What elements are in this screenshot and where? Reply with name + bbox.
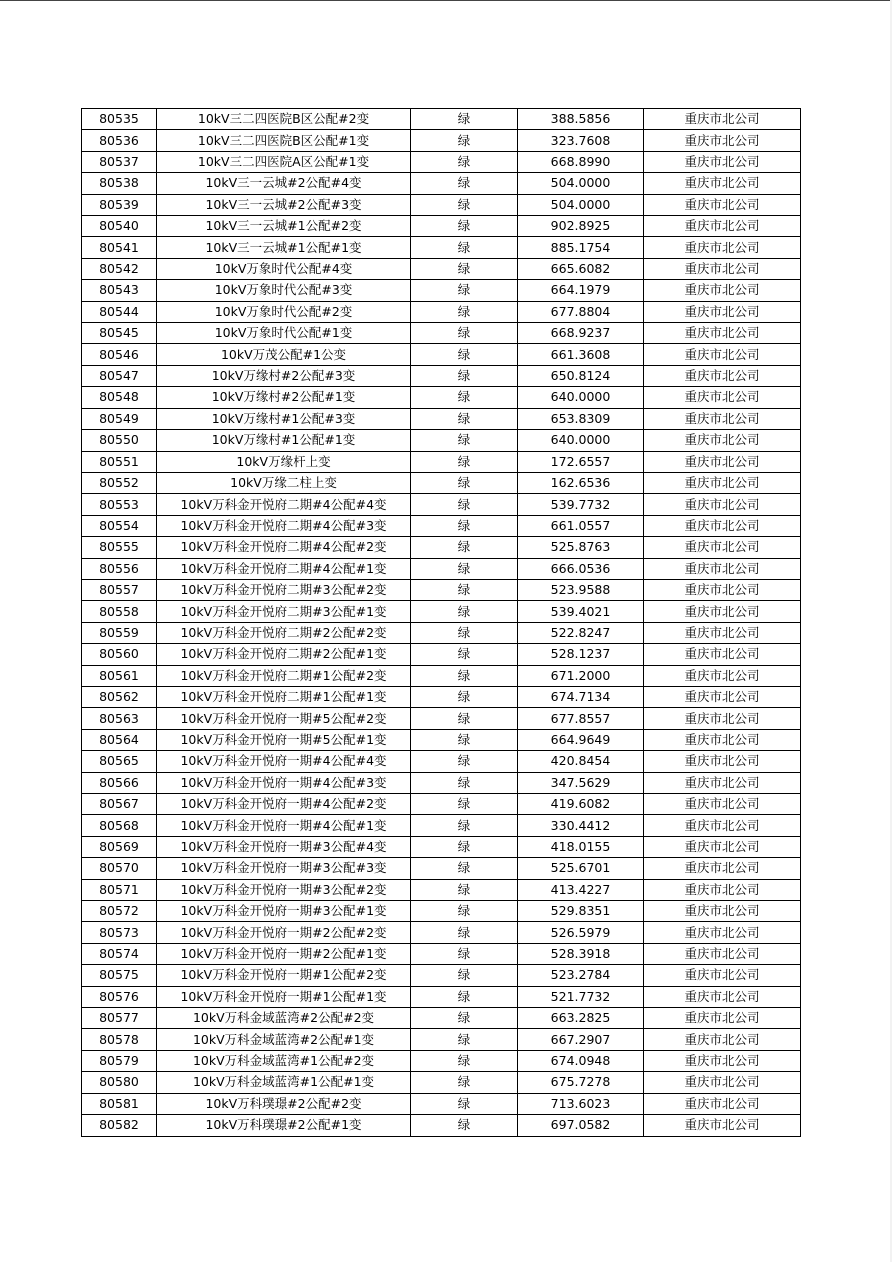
capacity-value-cell: 640.0000 — [518, 430, 644, 451]
status-cell: 绿 — [411, 751, 518, 772]
table-row — [82, 729, 801, 750]
transformer-name-cell: 10kV三一云城#2公配#3变 — [157, 194, 411, 215]
capacity-value-cell: 418.0155 — [518, 836, 644, 857]
row-id-cell: 80557 — [82, 579, 157, 600]
transformer-name-cell: 10kV万科金开悦府二期#3公配#2变 — [157, 579, 411, 600]
company-cell: 重庆市北公司 — [644, 879, 801, 900]
capacity-value-cell: 528.1237 — [518, 644, 644, 665]
capacity-value-cell: 420.8454 — [518, 751, 644, 772]
capacity-value-cell: 668.8990 — [518, 151, 644, 172]
status-cell: 绿 — [411, 301, 518, 322]
row-id-cell: 80542 — [82, 258, 157, 279]
transformer-name-cell: 10kV万科金开悦府一期#2公配#1变 — [157, 943, 411, 964]
table-row — [82, 408, 801, 429]
capacity-value-cell: 528.3918 — [518, 943, 644, 964]
row-id-cell: 80544 — [82, 301, 157, 322]
capacity-value-cell: 413.4227 — [518, 879, 644, 900]
company-cell: 重庆市北公司 — [644, 408, 801, 429]
table-row — [82, 965, 801, 986]
row-id-cell: 80582 — [82, 1115, 157, 1136]
capacity-value-cell: 504.0000 — [518, 173, 644, 194]
transformer-name-cell: 10kV万科金开悦府一期#2公配#2变 — [157, 922, 411, 943]
company-cell: 重庆市北公司 — [644, 515, 801, 536]
company-cell: 重庆市北公司 — [644, 579, 801, 600]
company-cell: 重庆市北公司 — [644, 365, 801, 386]
row-id-cell: 80543 — [82, 280, 157, 301]
transformer-name-cell: 10kV三二四医院A区公配#1变 — [157, 151, 411, 172]
transformer-name-cell: 10kV万科金开悦府一期#4公配#2变 — [157, 794, 411, 815]
company-cell: 重庆市北公司 — [644, 1050, 801, 1071]
status-cell: 绿 — [411, 558, 518, 579]
status-cell: 绿 — [411, 387, 518, 408]
table-row — [82, 280, 801, 301]
capacity-value-cell: 661.3608 — [518, 344, 644, 365]
transformer-name-cell: 10kV三一云城#1公配#1变 — [157, 237, 411, 258]
table-row — [82, 922, 801, 943]
table-row — [82, 622, 801, 643]
company-cell: 重庆市北公司 — [644, 237, 801, 258]
row-id-cell: 80538 — [82, 173, 157, 194]
table-row — [82, 194, 801, 215]
table-row — [82, 472, 801, 493]
company-cell: 重庆市北公司 — [644, 665, 801, 686]
status-cell: 绿 — [411, 943, 518, 964]
table-row — [82, 579, 801, 600]
table-row — [82, 130, 801, 151]
company-cell: 重庆市北公司 — [644, 1093, 801, 1114]
company-cell: 重庆市北公司 — [644, 258, 801, 279]
transformer-name-cell: 10kV三一云城#1公配#2变 — [157, 216, 411, 237]
table-row — [82, 836, 801, 857]
company-cell: 重庆市北公司 — [644, 622, 801, 643]
transformer-name-cell: 10kV万科金开悦府二期#4公配#2变 — [157, 537, 411, 558]
status-cell: 绿 — [411, 686, 518, 707]
transformer-name-cell: 10kV万缘村#2公配#3变 — [157, 365, 411, 386]
capacity-value-cell: 525.6701 — [518, 858, 644, 879]
capacity-value-cell: 523.2784 — [518, 965, 644, 986]
row-id-cell: 80563 — [82, 708, 157, 729]
row-id-cell: 80546 — [82, 344, 157, 365]
transformer-name-cell: 10kV万科金域蓝湾#1公配#1变 — [157, 1072, 411, 1093]
row-id-cell: 80573 — [82, 922, 157, 943]
transformer-name-cell: 10kV三二四医院B区公配#2变 — [157, 109, 411, 130]
table-row — [82, 879, 801, 900]
company-cell: 重庆市北公司 — [644, 494, 801, 515]
capacity-value-cell: 162.6536 — [518, 472, 644, 493]
row-id-cell: 80535 — [82, 109, 157, 130]
company-cell: 重庆市北公司 — [644, 815, 801, 836]
capacity-value-cell: 539.7732 — [518, 494, 644, 515]
status-cell: 绿 — [411, 408, 518, 429]
company-cell: 重庆市北公司 — [644, 173, 801, 194]
status-cell: 绿 — [411, 130, 518, 151]
company-cell: 重庆市北公司 — [644, 686, 801, 707]
transformer-name-cell: 10kV万缘村#1公配#3变 — [157, 408, 411, 429]
status-cell: 绿 — [411, 1008, 518, 1029]
capacity-value-cell: 677.8804 — [518, 301, 644, 322]
table-row — [82, 686, 801, 707]
status-cell: 绿 — [411, 216, 518, 237]
transformer-name-cell: 10kV万科金开悦府一期#3公配#1变 — [157, 901, 411, 922]
company-cell: 重庆市北公司 — [644, 986, 801, 1007]
company-cell: 重庆市北公司 — [644, 216, 801, 237]
table-row — [82, 772, 801, 793]
status-cell: 绿 — [411, 430, 518, 451]
company-cell: 重庆市北公司 — [644, 430, 801, 451]
row-id-cell: 80555 — [82, 537, 157, 558]
status-cell: 绿 — [411, 922, 518, 943]
company-cell: 重庆市北公司 — [644, 1115, 801, 1136]
capacity-value-cell: 666.0536 — [518, 558, 644, 579]
status-cell: 绿 — [411, 323, 518, 344]
company-cell: 重庆市北公司 — [644, 344, 801, 365]
capacity-value-cell: 539.4021 — [518, 601, 644, 622]
status-cell: 绿 — [411, 836, 518, 857]
capacity-value-cell: 664.9649 — [518, 729, 644, 750]
status-cell: 绿 — [411, 1029, 518, 1050]
company-cell: 重庆市北公司 — [644, 772, 801, 793]
row-id-cell: 80540 — [82, 216, 157, 237]
capacity-value-cell: 419.6082 — [518, 794, 644, 815]
row-id-cell: 80536 — [82, 130, 157, 151]
transformer-name-cell: 10kV万科金开悦府二期#3公配#1变 — [157, 601, 411, 622]
transformer-name-cell: 10kV万象时代公配#1变 — [157, 323, 411, 344]
company-cell: 重庆市北公司 — [644, 387, 801, 408]
row-id-cell: 80568 — [82, 815, 157, 836]
table-row — [82, 301, 801, 322]
capacity-value-cell: 525.8763 — [518, 537, 644, 558]
row-id-cell: 80537 — [82, 151, 157, 172]
table-row — [82, 237, 801, 258]
status-cell: 绿 — [411, 965, 518, 986]
company-cell: 重庆市北公司 — [644, 708, 801, 729]
row-id-cell: 80541 — [82, 237, 157, 258]
capacity-value-cell: 671.2000 — [518, 665, 644, 686]
company-cell: 重庆市北公司 — [644, 1072, 801, 1093]
transformer-name-cell: 10kV万科金开悦府一期#1公配#1变 — [157, 986, 411, 1007]
capacity-value-cell: 172.6557 — [518, 451, 644, 472]
row-id-cell: 80571 — [82, 879, 157, 900]
table-row — [82, 708, 801, 729]
status-cell: 绿 — [411, 794, 518, 815]
capacity-value-cell: 665.6082 — [518, 258, 644, 279]
status-cell: 绿 — [411, 1115, 518, 1136]
table-row — [82, 794, 801, 815]
row-id-cell: 80551 — [82, 451, 157, 472]
table-row — [82, 173, 801, 194]
company-cell: 重庆市北公司 — [644, 323, 801, 344]
transformer-name-cell: 10kV万缘二柱上变 — [157, 472, 411, 493]
status-cell: 绿 — [411, 772, 518, 793]
row-id-cell: 80566 — [82, 772, 157, 793]
capacity-value-cell: 653.8309 — [518, 408, 644, 429]
capacity-value-cell: 504.0000 — [518, 194, 644, 215]
row-id-cell: 80565 — [82, 751, 157, 772]
row-id-cell: 80554 — [82, 515, 157, 536]
transformer-name-cell: 10kV万科金开悦府二期#4公配#4变 — [157, 494, 411, 515]
table-row — [82, 601, 801, 622]
capacity-value-cell: 526.5979 — [518, 922, 644, 943]
status-cell: 绿 — [411, 708, 518, 729]
table-row — [82, 943, 801, 964]
row-id-cell: 80550 — [82, 430, 157, 451]
capacity-value-cell: 661.0557 — [518, 515, 644, 536]
table-row — [82, 151, 801, 172]
table-row — [82, 558, 801, 579]
transformer-name-cell: 10kV万科金域蓝湾#2公配#1变 — [157, 1029, 411, 1050]
company-cell: 重庆市北公司 — [644, 558, 801, 579]
company-cell: 重庆市北公司 — [644, 280, 801, 301]
row-id-cell: 80576 — [82, 986, 157, 1007]
transformer-name-cell: 10kV万科金开悦府一期#3公配#3变 — [157, 858, 411, 879]
table-row — [82, 451, 801, 472]
transformer-name-cell: 10kV万科璞璟#2公配#2变 — [157, 1093, 411, 1114]
capacity-value-cell: 674.0948 — [518, 1050, 644, 1071]
transformer-name-cell: 10kV万科璞璟#2公配#1变 — [157, 1115, 411, 1136]
company-cell: 重庆市北公司 — [644, 644, 801, 665]
table-row — [82, 258, 801, 279]
table-row — [82, 1072, 801, 1093]
transformer-name-cell: 10kV万象时代公配#4变 — [157, 258, 411, 279]
status-cell: 绿 — [411, 1072, 518, 1093]
table-row — [82, 323, 801, 344]
status-cell: 绿 — [411, 109, 518, 130]
row-id-cell: 80567 — [82, 794, 157, 815]
company-cell: 重庆市北公司 — [644, 901, 801, 922]
transformer-name-cell: 10kV万象时代公配#2变 — [157, 301, 411, 322]
capacity-value-cell: 677.8557 — [518, 708, 644, 729]
capacity-value-cell: 668.9237 — [518, 323, 644, 344]
company-cell: 重庆市北公司 — [644, 301, 801, 322]
transformer-name-cell: 10kV三二四医院B区公配#1变 — [157, 130, 411, 151]
transformer-name-cell: 10kV万缘村#2公配#1变 — [157, 387, 411, 408]
row-id-cell: 80549 — [82, 408, 157, 429]
transformer-name-cell: 10kV万科金开悦府二期#1公配#1变 — [157, 686, 411, 707]
status-cell: 绿 — [411, 451, 518, 472]
table-row — [82, 515, 801, 536]
row-id-cell: 80560 — [82, 644, 157, 665]
capacity-value-cell: 664.1979 — [518, 280, 644, 301]
transformer-name-cell: 10kV万科金开悦府一期#5公配#2变 — [157, 708, 411, 729]
table-row — [82, 430, 801, 451]
row-id-cell: 80578 — [82, 1029, 157, 1050]
status-cell: 绿 — [411, 173, 518, 194]
status-cell: 绿 — [411, 1050, 518, 1071]
transformer-name-cell: 10kV万科金开悦府一期#4公配#3变 — [157, 772, 411, 793]
transformer-name-cell: 10kV万象时代公配#3变 — [157, 280, 411, 301]
company-cell: 重庆市北公司 — [644, 965, 801, 986]
transformer-name-cell: 10kV万茂公配#1公变 — [157, 344, 411, 365]
row-id-cell: 80579 — [82, 1050, 157, 1071]
transformer-name-cell: 10kV万科金开悦府二期#2公配#2变 — [157, 622, 411, 643]
row-id-cell: 80575 — [82, 965, 157, 986]
row-id-cell: 80545 — [82, 323, 157, 344]
capacity-value-cell: 713.6023 — [518, 1093, 644, 1114]
status-cell: 绿 — [411, 858, 518, 879]
row-id-cell: 80577 — [82, 1008, 157, 1029]
status-cell: 绿 — [411, 537, 518, 558]
row-id-cell: 80547 — [82, 365, 157, 386]
status-cell: 绿 — [411, 515, 518, 536]
transformer-name-cell: 10kV三一云城#2公配#4变 — [157, 173, 411, 194]
capacity-value-cell: 675.7278 — [518, 1072, 644, 1093]
capacity-value-cell: 640.0000 — [518, 387, 644, 408]
status-cell: 绿 — [411, 494, 518, 515]
transformer-name-cell: 10kV万缘村#1公配#1变 — [157, 430, 411, 451]
capacity-value-cell: 521.7732 — [518, 986, 644, 1007]
company-cell: 重庆市北公司 — [644, 836, 801, 857]
company-cell: 重庆市北公司 — [644, 109, 801, 130]
transformer-name-cell: 10kV万科金开悦府一期#1公配#2变 — [157, 965, 411, 986]
capacity-value-cell: 347.5629 — [518, 772, 644, 793]
table-row — [82, 1115, 801, 1136]
company-cell: 重庆市北公司 — [644, 451, 801, 472]
status-cell: 绿 — [411, 879, 518, 900]
page-top-border — [0, 0, 892, 1]
row-id-cell: 80553 — [82, 494, 157, 515]
company-cell: 重庆市北公司 — [644, 943, 801, 964]
transformer-name-cell: 10kV万科金开悦府一期#4公配#1变 — [157, 815, 411, 836]
row-id-cell: 80539 — [82, 194, 157, 215]
transformer-name-cell: 10kV万科金开悦府一期#5公配#1变 — [157, 729, 411, 750]
substation-capacity-table — [81, 108, 801, 1137]
status-cell: 绿 — [411, 237, 518, 258]
row-id-cell: 80569 — [82, 836, 157, 857]
row-id-cell: 80572 — [82, 901, 157, 922]
table-row — [82, 986, 801, 1007]
company-cell: 重庆市北公司 — [644, 472, 801, 493]
table-row — [82, 494, 801, 515]
status-cell: 绿 — [411, 472, 518, 493]
status-cell: 绿 — [411, 194, 518, 215]
table-body — [82, 109, 801, 1137]
table-row — [82, 344, 801, 365]
row-id-cell: 80548 — [82, 387, 157, 408]
transformer-name-cell: 10kV万科金开悦府二期#1公配#2变 — [157, 665, 411, 686]
transformer-name-cell: 10kV万科金开悦府一期#3公配#4变 — [157, 836, 411, 857]
transformer-name-cell: 10kV万科金开悦府二期#4公配#1变 — [157, 558, 411, 579]
transformer-name-cell: 10kV万科金域蓝湾#1公配#2变 — [157, 1050, 411, 1071]
table-row — [82, 1050, 801, 1071]
capacity-value-cell: 523.9588 — [518, 579, 644, 600]
table-row — [82, 751, 801, 772]
transformer-name-cell: 10kV万科金开悦府一期#3公配#2变 — [157, 879, 411, 900]
table-row — [82, 665, 801, 686]
table-row — [82, 644, 801, 665]
capacity-value-cell: 650.8124 — [518, 365, 644, 386]
transformer-name-cell: 10kV万科金域蓝湾#2公配#2变 — [157, 1008, 411, 1029]
status-cell: 绿 — [411, 729, 518, 750]
row-id-cell: 80564 — [82, 729, 157, 750]
company-cell: 重庆市北公司 — [644, 1029, 801, 1050]
row-id-cell: 80552 — [82, 472, 157, 493]
company-cell: 重庆市北公司 — [644, 1008, 801, 1029]
company-cell: 重庆市北公司 — [644, 729, 801, 750]
transformer-name-cell: 10kV万科金开悦府二期#4公配#3变 — [157, 515, 411, 536]
status-cell: 绿 — [411, 344, 518, 365]
status-cell: 绿 — [411, 665, 518, 686]
capacity-value-cell: 697.0582 — [518, 1115, 644, 1136]
table-row — [82, 537, 801, 558]
transformer-name-cell: 10kV万缘杆上变 — [157, 451, 411, 472]
row-id-cell: 80558 — [82, 601, 157, 622]
status-cell: 绿 — [411, 901, 518, 922]
table-row — [82, 1029, 801, 1050]
capacity-value-cell: 885.1754 — [518, 237, 644, 258]
status-cell: 绿 — [411, 815, 518, 836]
table-row — [82, 109, 801, 130]
status-cell: 绿 — [411, 258, 518, 279]
table-row — [82, 1008, 801, 1029]
table-row — [82, 365, 801, 386]
table-row — [82, 901, 801, 922]
transformer-name-cell: 10kV万科金开悦府二期#2公配#1变 — [157, 644, 411, 665]
company-cell: 重庆市北公司 — [644, 151, 801, 172]
capacity-value-cell: 529.8351 — [518, 901, 644, 922]
row-id-cell: 80580 — [82, 1072, 157, 1093]
company-cell: 重庆市北公司 — [644, 130, 801, 151]
status-cell: 绿 — [411, 579, 518, 600]
company-cell: 重庆市北公司 — [644, 194, 801, 215]
row-id-cell: 80559 — [82, 622, 157, 643]
company-cell: 重庆市北公司 — [644, 751, 801, 772]
capacity-value-cell: 388.5856 — [518, 109, 644, 130]
capacity-value-cell: 522.8247 — [518, 622, 644, 643]
capacity-value-cell: 902.8925 — [518, 216, 644, 237]
table-row — [82, 815, 801, 836]
row-id-cell: 80556 — [82, 558, 157, 579]
row-id-cell: 80570 — [82, 858, 157, 879]
capacity-value-cell: 323.7608 — [518, 130, 644, 151]
company-cell: 重庆市北公司 — [644, 537, 801, 558]
company-cell: 重庆市北公司 — [644, 858, 801, 879]
table-row — [82, 1093, 801, 1114]
row-id-cell: 80581 — [82, 1093, 157, 1114]
capacity-value-cell: 667.2907 — [518, 1029, 644, 1050]
capacity-value-cell: 663.2825 — [518, 1008, 644, 1029]
status-cell: 绿 — [411, 151, 518, 172]
company-cell: 重庆市北公司 — [644, 794, 801, 815]
company-cell: 重庆市北公司 — [644, 601, 801, 622]
status-cell: 绿 — [411, 986, 518, 1007]
status-cell: 绿 — [411, 1093, 518, 1114]
status-cell: 绿 — [411, 644, 518, 665]
row-id-cell: 80574 — [82, 943, 157, 964]
status-cell: 绿 — [411, 365, 518, 386]
status-cell: 绿 — [411, 601, 518, 622]
status-cell: 绿 — [411, 280, 518, 301]
table-row — [82, 858, 801, 879]
status-cell: 绿 — [411, 622, 518, 643]
capacity-value-cell: 330.4412 — [518, 815, 644, 836]
capacity-value-cell: 674.7134 — [518, 686, 644, 707]
row-id-cell: 80561 — [82, 665, 157, 686]
transformer-name-cell: 10kV万科金开悦府一期#4公配#4变 — [157, 751, 411, 772]
table-row — [82, 216, 801, 237]
row-id-cell: 80562 — [82, 686, 157, 707]
table-row — [82, 387, 801, 408]
company-cell: 重庆市北公司 — [644, 922, 801, 943]
